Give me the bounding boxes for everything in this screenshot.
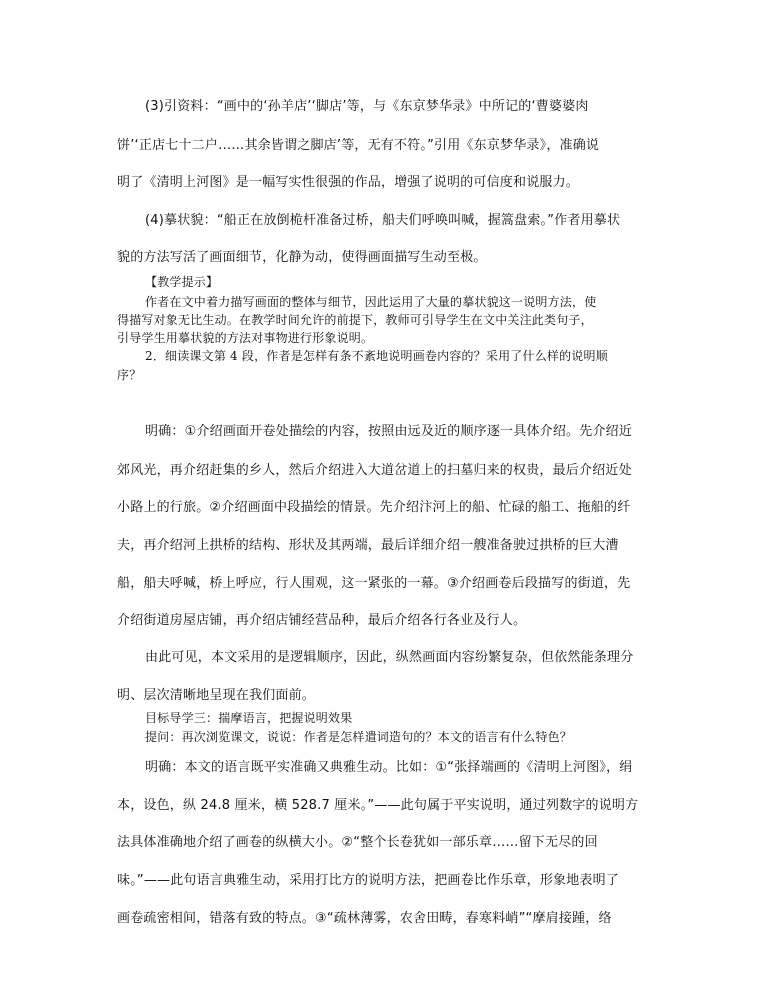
answer-line: 明确：本文的语言既平实准确又典雅生动。比如：①“张择端画的《清明上河图》，绢 [145,760,633,775]
paragraph-line: 明了《清明上河图》是一幅写实性很强的作品，增强了说明的可信度和说服力。 [117,175,580,190]
paragraph-line: 得描写对象无比生动。在教学时间允许的前提下，教师可引导学生在文中关注此类句子， [117,313,593,327]
answer-line: 法具体准确地介绍了画卷的纵横大小。②“整个长卷犹如一部乐章……留下无尽的回 [117,835,598,850]
section-heading-teaching-tips: 【教学提示】 [145,275,219,289]
answer-line: 明确：①介绍画面开卷处描绘的内容，按照由远及近的顺序逐一具体介绍。先介绍近 [145,424,633,439]
paragraph-line: 明、层次清晰地呈现在我们面前。 [117,688,316,703]
question-line: 提问：再次浏览课文，说说：作者是怎样遣词造句的？本文的语言有什么特色？ [145,730,573,744]
answer-line: 小路上的行旅。②介绍画面中段描绘的情景。先介绍汴河上的船、忙碌的船工、拖船的纤 [117,500,631,515]
answer-line: 夫，再介绍河上拱桥的结构、形状及其两端，最后详细介绍一艘准备驶过拱桥的巨大漕 [117,538,619,553]
answer-line: 味。”——此句语言典雅生动，采用打比方的说明方法，把画卷比作乐章，形象地表明了 [117,873,620,888]
answer-line: 画卷疏密相间，错落有致的特点。③“疏林薄雾，农舍田畴，春寒料峭”“摩肩接踵，络 [117,911,612,926]
paragraph-line: 作者在文中着力描写画面的整体与细节，因此运用了大量的摹状貌这一说明方法，使 [145,295,597,309]
section-heading-goal-three: 目标导学三：揣摩语言，把握说明效果 [145,711,353,725]
answer-line: 郊风光，再介绍赶集的乡人，然后介绍进入大道岔道上的扫墓归来的权贵，最后介绍近处 [117,463,632,478]
paragraph-line: (3)引资料：“画中的‘孙羊店’‘脚店’等，与《东京梦华录》中所记的‘曹婆婆肉 [145,99,589,114]
paragraph-line: (4)摹状貌：“船正在放倒桅杆准备过桥，船夫们呼唤叫喊，握篙盘索。”作者用摹状 [145,213,621,228]
paragraph-line: 饼’‘正店七十二户……其余皆谓之脚店’等，无有不符。”引用《东京梦华录》，准确说 [117,138,600,153]
paragraph-line: 引导学生用摹状貌的方法对事物进行形象说明。 [117,331,374,345]
answer-line: 船，船夫呼喊，桥上呼应，行人围观，这一紧张的一幕。③介绍画卷后段描写的街道，先 [117,576,631,591]
question-line: 2．细读课文第 4 段，作者是怎样有条不紊地说明画卷内容的？采用了什么样的说明顺 [145,349,608,363]
paragraph-line: 由此可见，本文采用的是逻辑顺序，因此，纵然画面内容纷繁复杂，但依然能条理分 [145,650,634,665]
question-line: 序？ [117,368,142,382]
answer-line: 介绍街道房屋店铺，再介绍店铺经营品种，最后介绍各行各业及行人。 [117,613,527,628]
paragraph-line: 貌的方法写活了画面细节，化静为动，使得画面描写生动至极。 [117,250,487,265]
answer-line: 本，设色，纵 24.8 厘米，横 528.7 厘米。”——此句属于平实说明，通过列数字的说明方 [117,798,639,813]
